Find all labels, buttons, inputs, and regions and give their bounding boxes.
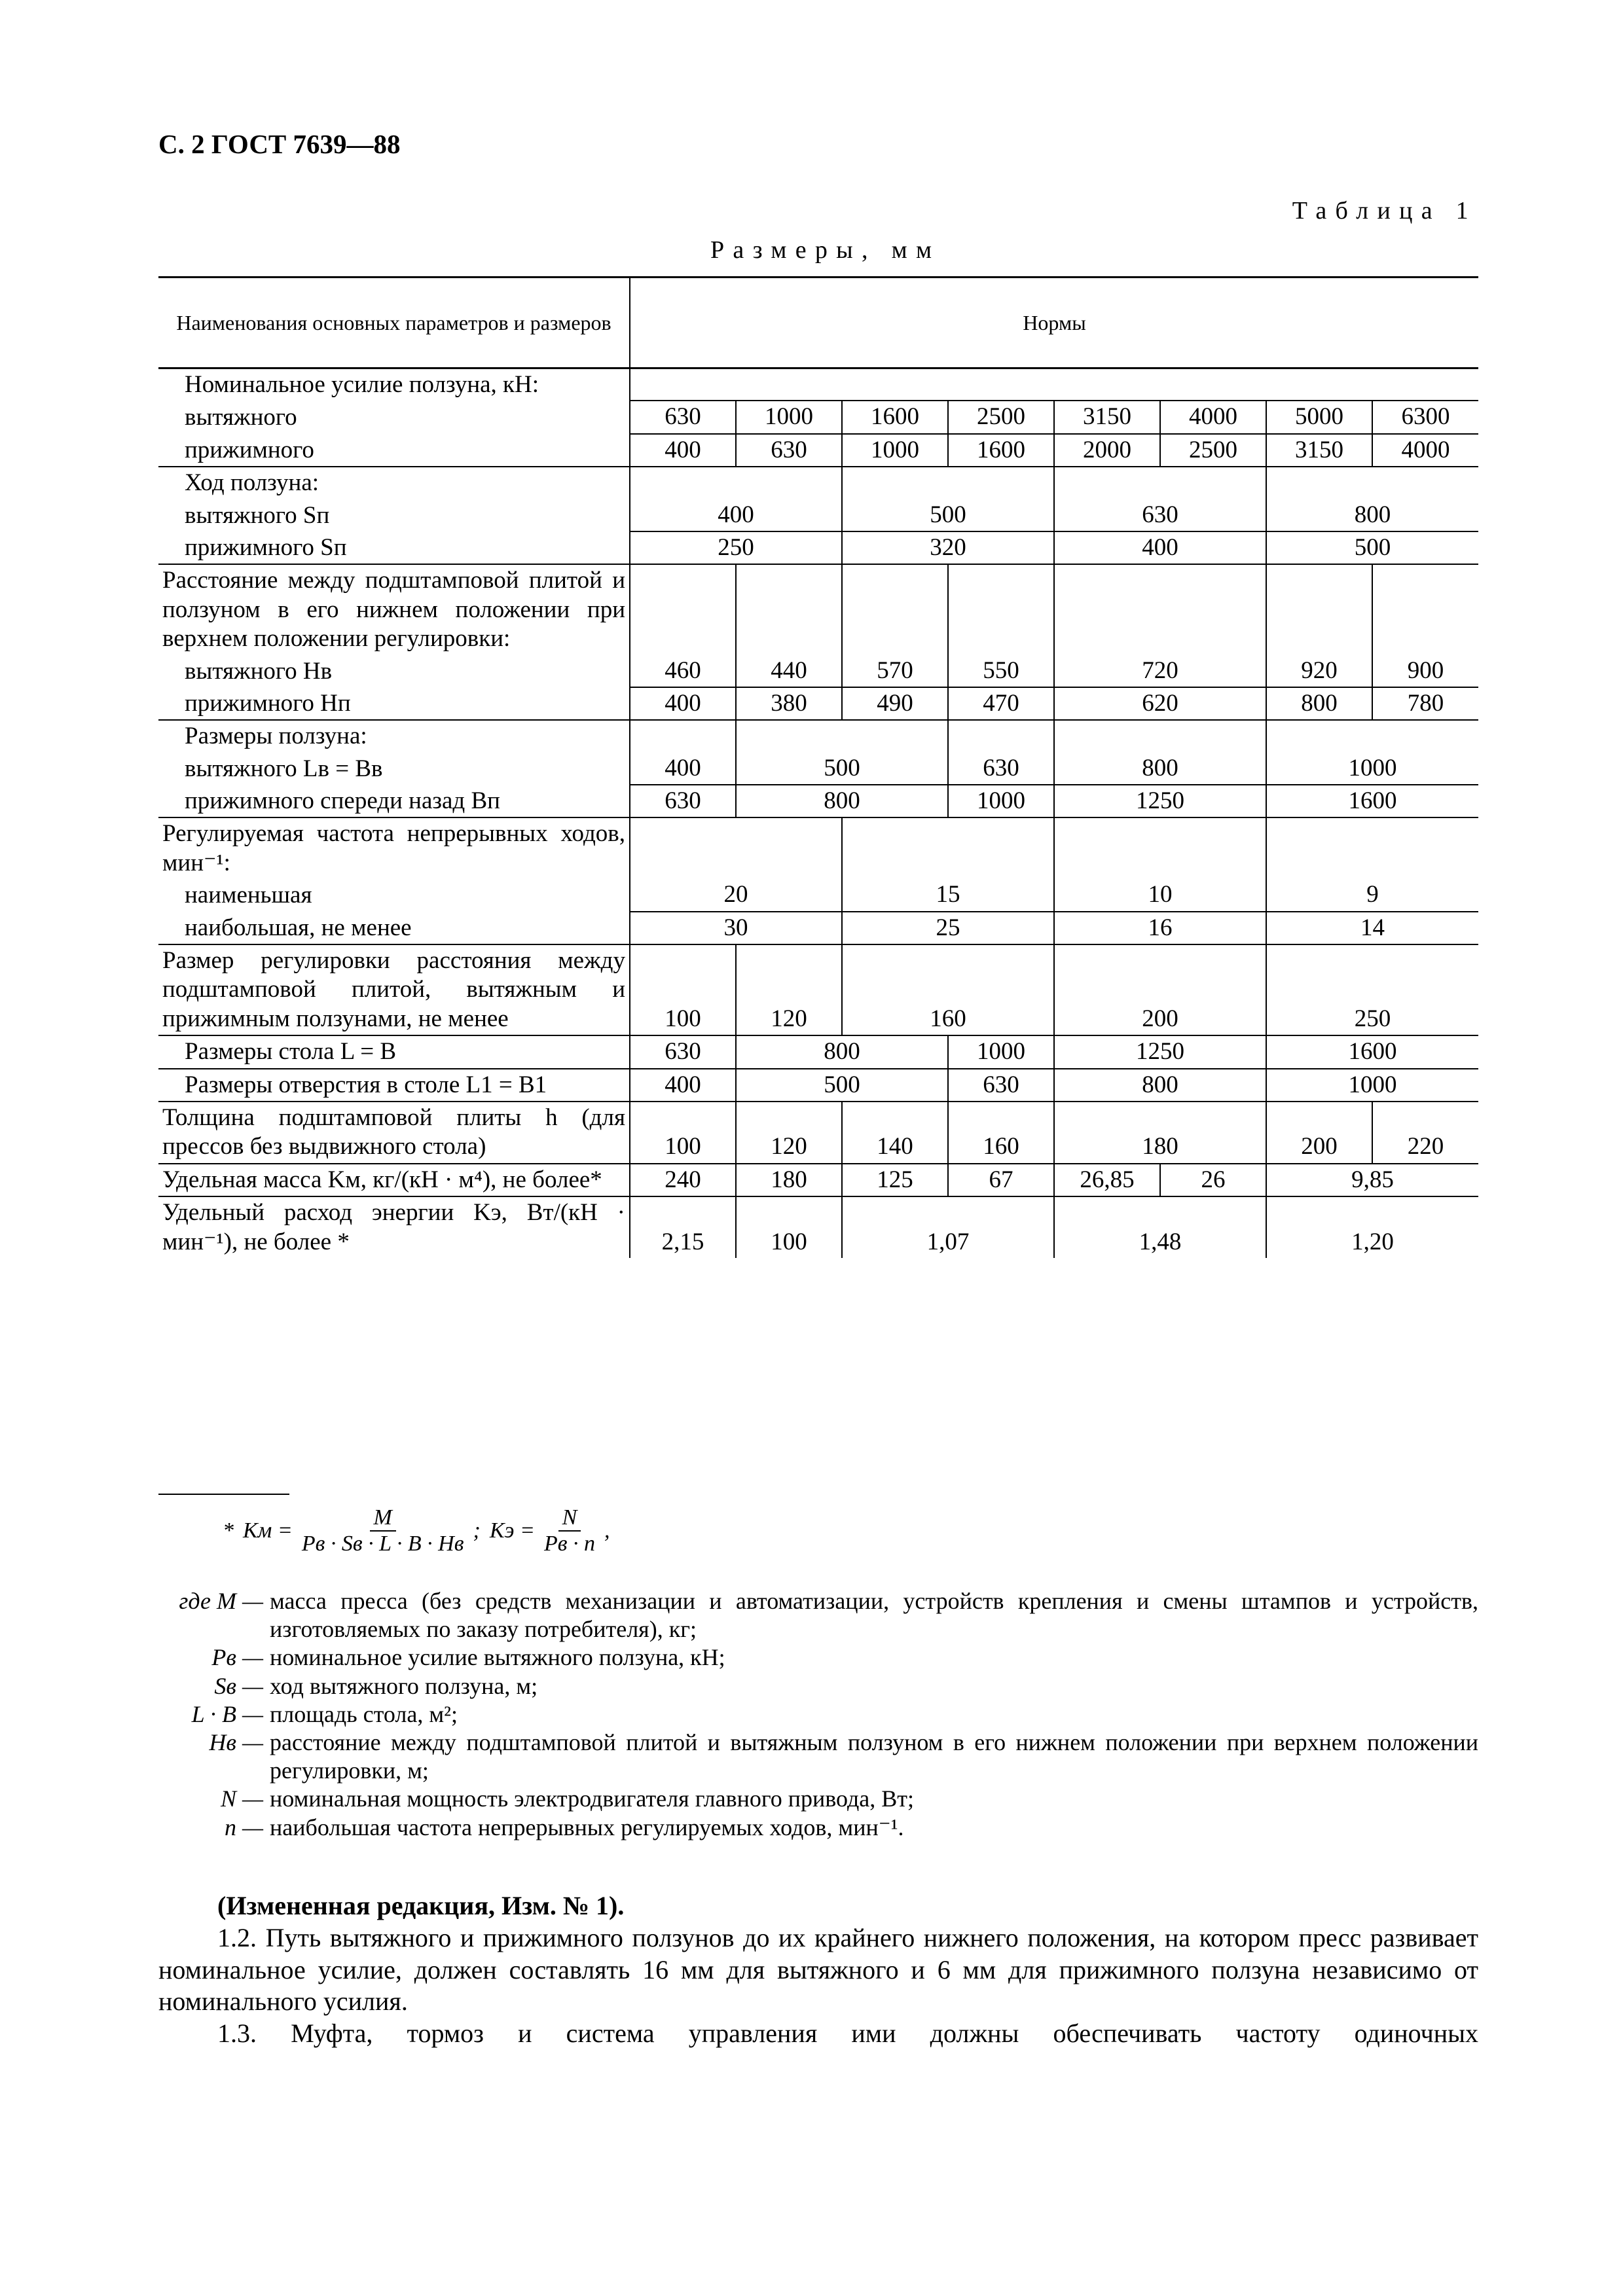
amendment-note: (Измененная редакция, Изм. № 1).: [217, 1891, 625, 1920]
legend-item: Pв — номинальное усилие вытяжного ползуна, кН;: [211, 1644, 725, 1671]
table-row: Размеры отверстия в столе L1 = B1 400 500 630 800 1000: [158, 1069, 1478, 1102]
legend-item: L · B — площадь стола, м²;: [191, 1700, 458, 1727]
paragraph-1-3: 1.3. Муфта, тормоз и система управления ими должны обеспечивать частоту одиночных: [217, 2018, 1478, 2049]
row-title: Расстояние между подштамповой плитой и ползуном в его нижнем положении при верхнем положении регулировки:: [162, 567, 625, 653]
table-row: Толщина подштамповой плиты h (для прессов без выдвижного стола) 100 120 140 160 180 200 220: [158, 1102, 1478, 1164]
table-row: прижимного 400 630 1000 1600 2000 2500 3150 4000: [158, 434, 1478, 467]
legend-item: n — наибольшая частота непрерывных регулируемых ходов, мин⁻¹.: [224, 1814, 904, 1840]
footnote-formula: * Kм = $\frac{M}{Pв \cdot Sв \cdot L \cdot B \cdot Hв}$ ; Kэ = $\frac{N}{Pв \cdot n}$ ,: [223, 1505, 610, 1556]
col-header-norms: Нормы: [630, 278, 1478, 368]
km-fraction: $\frac{M}{Pв \cdot Sв \cdot L \cdot B \cdot Hв}$: [301, 1505, 464, 1556]
legend-item: где M — масса пресса (без средств механизации и автоматизации, устройств крепления и смены штампов и устройств, изготовляемых по заказу потребителя), кг;: [179, 1588, 1478, 1643]
ke-fraction: $\frac{N}{Pв \cdot n}$: [543, 1505, 595, 1556]
footnote-rule: [158, 1494, 289, 1495]
page-header: С. 2 ГОСТ 7639—88: [158, 129, 401, 159]
row-title: Номинальное усилие ползуна, кН:: [185, 371, 539, 398]
table-row: Размеры стола L = B 630 800 1000 1250 1600: [158, 1035, 1478, 1068]
table-row: Удельная масса Kм, кг/(кН · м⁴), не более* 240 180 125 67 26,85 26 9,85: [158, 1164, 1478, 1196]
table-row: прижимного спереди назад Bп 630 800 1000 1250 1600: [158, 785, 1478, 817]
table-row: наибольшая, не менее 30 25 16 14: [158, 912, 1478, 944]
table-label: Таблица 1: [1292, 197, 1477, 224]
table-row: Размер регулировки расстояния между подштамповой плитой, вытяжным и прижимным ползунами, не менее 100 120 160 200 250: [158, 944, 1478, 1035]
table-caption: Размеры, мм: [710, 236, 941, 264]
table-row: прижимного Sп 250 320 400 500: [158, 531, 1478, 564]
table-row: вытяжного 630 1000 1600 2500 3150 4000 5000 6300: [158, 401, 1478, 433]
table-row: Удельный расход энергии Kэ, Вт/(кН · мин⁻¹), не более * 2,15 100 1,07 1,48 1,20: [158, 1196, 1478, 1258]
table-row: вытяжного Hв 460 440 570 550 720 920 900: [158, 655, 1478, 687]
col-header-params: Наименования основных параметров и размеров: [158, 278, 630, 368]
legend-item: Hв — расстояние между подштамповой плитой и вытяжным ползуном в его нижнем положении при верхнем положении регулировки, м;: [209, 1729, 1478, 1784]
table-row: прижимного Hп 400 380 490 470 620 800 780: [158, 687, 1478, 720]
row-title: Размеры ползуна:: [185, 723, 367, 750]
row-title: Регулируемая частота непрерывных ходов, мин⁻¹:: [162, 820, 625, 876]
spec-table: [158, 276, 1478, 1258]
legend-item: Sв — ход вытяжного ползуна, м;: [214, 1672, 538, 1699]
formula-legend: [158, 1587, 1478, 1842]
row-title: Ход ползуна:: [185, 469, 319, 497]
table-row: вытяжного Lв = Bв 400 500 630 800 1000: [158, 753, 1478, 785]
legend-item: N — номинальная мощность электродвигателя главного привода, Вт;: [220, 1785, 914, 1812]
body-text: [158, 1890, 1478, 2050]
table-row: наименьшая 20 15 10 9: [158, 879, 1478, 911]
table-row: вытяжного Sп 400 500 630 800: [158, 499, 1478, 531]
paragraph-1-2: 1.2. Путь вытяжного и прижимного ползунов до их крайнего нижнего положения, на котором пресс развивает номинальное усилие, должен составлять 16 мм для вытяжного и 6 мм для прижимного ползуна независимо от номинального усилия.: [158, 1922, 1478, 2017]
